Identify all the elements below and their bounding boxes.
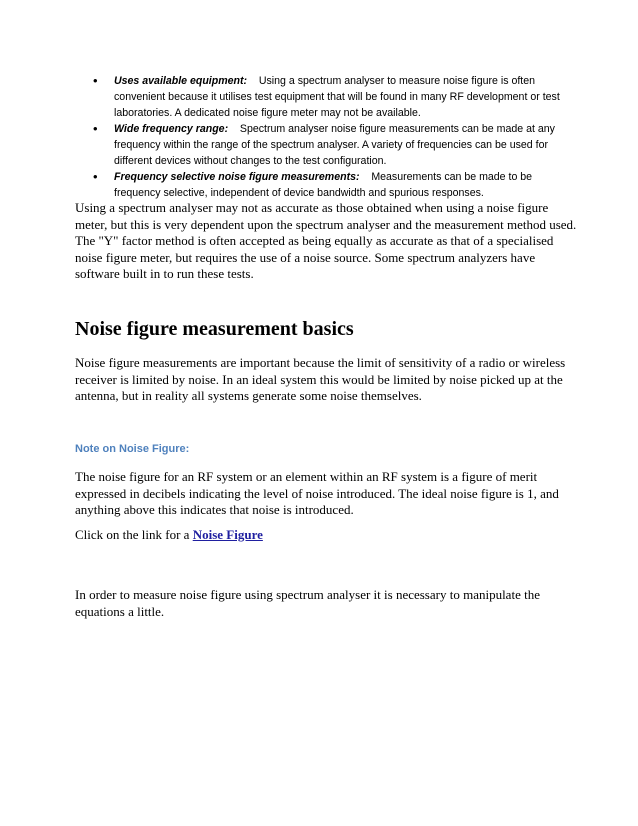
bullet-lead: Frequency selective noise figure measurements: [114,171,360,183]
list-item [90,73,570,121]
bullet-lead: Wide frequency range: [114,123,229,135]
paragraph: Using a spectrum analyser may not as accurate as those obtained when using a noise figure meter, but this is very dependent upon the spectrum analyser and the measurement method used. The "Y" factor method is often accepted as being equally as accurate as that of a specialised noise figure meter, but requires the use of a noise source. Some spectrum analyzers have software built in to run these tests. [75,200,577,281]
bullet-text: Using a spectrum analyser to measure noise figure is often convenient because it utilises test equipment that will be found in many RF development or test laboratories. A dedicated noise figure meter may not be available. [114,75,560,119]
list-item [90,121,570,169]
list-item [90,169,570,201]
bullet-lead: Uses available equipment: [114,75,248,87]
paragraph: Noise figure measurements are important because the limit of sensitivity of a radio or wireless receiver is limited by noise. In an ideal system this would be limited by noise picked up at the antenna, but in reality all systems generate some noise themselves. [75,355,566,403]
bullet-list [90,73,570,201]
bullet-icon: • [93,73,98,88]
note-title: Note on Noise Figure: [75,443,190,455]
bullet-icon: • [93,169,98,184]
noise-figure-link[interactable]: Noise Figure [192,527,263,542]
paragraph: In order to measure noise figure using spectrum analyser it is necessary to manipulate the equations a little. [75,587,540,619]
link-prefix: Click on the link for a [75,527,193,542]
bullet-icon: • [93,121,98,136]
bullet-text: Spectrum analyser noise figure measurements can be made at any frequency within the range of the spectrum analyser. A variety of frequencies can be used for different devices without changes to the test configuration. [114,123,555,167]
link-line [75,527,580,544]
paragraph: The noise figure for an RF system or an element within an RF system is a figure of merit expressed in decibels indicating the level of noise introduced. The ideal noise figure is 1, and anything above this indicates that noise is introduced. [75,469,559,517]
bullet-text: Measurements can be made to be frequency selective, independent of device bandwidth and spurious responses. [114,171,533,199]
section-heading: Noise figure measurement basics [75,318,354,340]
